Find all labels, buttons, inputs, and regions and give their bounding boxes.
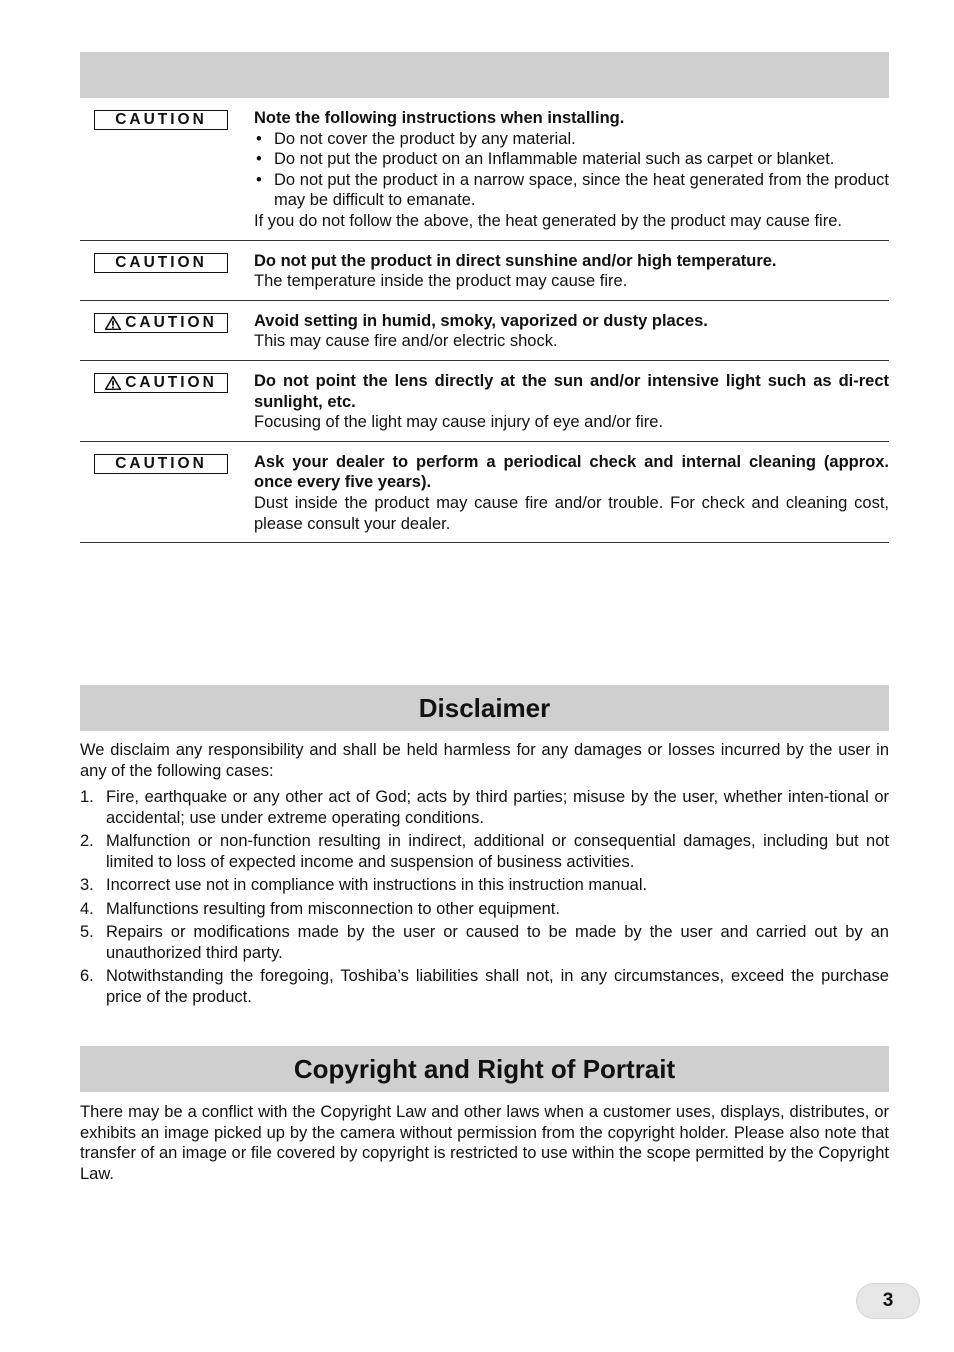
top-section-bar (80, 52, 889, 98)
disclaimer-title: Disclaimer (80, 685, 889, 731)
caution-heading: Note the following instructions when installing. (254, 109, 625, 127)
caution-row (80, 361, 889, 442)
caution-row (80, 442, 889, 543)
warning-triangle-icon (105, 316, 121, 330)
disclaimer-intro: We disclaim any responsibility and shall be held harmless for any damages or losses incurred by the user in any of the following cases: (80, 741, 889, 780)
caution-note: This may cause fire and/or electric shock. (254, 332, 558, 351)
caution-row (80, 241, 889, 301)
bullet-item: • Do not put the product on an Inflammable material such as carpet or blanket. (254, 149, 889, 170)
caution-badge: CAUTION (94, 313, 228, 333)
caution-heading: Do not put the product in direct sunshine and/or high temperature. (254, 251, 777, 270)
copyright-text: There may be a conflict with the Copyright Law and other laws when a customer uses, displays, distributes, or exhibits an image picked up by the camera without permission from the copyright holder. Please also note that transfer of an image or file covered by copyright is restricted to use within the scope permitted by the Copyright Law. (80, 1103, 889, 1183)
caution-badge: CAUTION (94, 373, 228, 393)
list-item: 4. Malfunctions resulting from misconnection to other equipment. (80, 899, 560, 918)
warning-triangle-icon (105, 376, 121, 390)
list-item: 2. Malfunction or non-function resulting in indirect, additional or consequential damages, including but not limited to loss of expected income and suspension of business activities. (80, 832, 889, 871)
caution-badge: CAUTION (94, 110, 228, 130)
caution-note: The temperature inside the product may cause fire. (254, 272, 628, 291)
caution-row (80, 301, 889, 361)
list-item: 5. Repairs or modifications made by the user or caused to be made by the user and carried out by an unauthorized third party. (80, 923, 889, 962)
caution-table (80, 98, 889, 543)
list-item: 6. Notwithstanding the foregoing, Toshiba’s liabilities shall not, in any circumstances, exceed the purchase price of the product. (80, 967, 889, 1006)
bullet-item: • Do not put the product in a narrow space, since the heat generated from the product may be difficult to emanate. (254, 170, 889, 211)
copyright-title: Copyright and Right of Portrait (80, 1046, 889, 1092)
caution-heading: Avoid setting in humid, smoky, vaporized or dusty places. (254, 311, 708, 330)
caution-heading: Do not point the lens directly at the sun and/or intensive light such as di-rect sunlight, etc. (254, 371, 889, 411)
bullet-item: • Do not cover the product by any material. (254, 129, 889, 150)
caution-badge: CAUTION (94, 253, 228, 273)
caution-row (80, 98, 889, 241)
caution-note: If you do not follow the above, the heat generated by the product may cause fire. (254, 211, 842, 230)
caution-bullet-list (254, 129, 889, 211)
caution-badge: CAUTION (94, 454, 228, 474)
caution-note: Focusing of the light may cause injury of eye and/or fire. (254, 413, 664, 432)
list-item: 1. Fire, earthquake or any other act of God; acts by third parties; misuse by the user, whether inten-tional or accidental; use under extreme operating conditions. (80, 788, 889, 827)
caution-heading: Ask your dealer to perform a periodical check and internal cleaning (approx. once every five years). (254, 452, 889, 492)
disclaimer-list (80, 787, 889, 1010)
page-number: 3 (856, 1283, 920, 1319)
caution-note: Dust inside the product may cause fire and/or trouble. For check and cleaning cost, please consult your dealer. (254, 493, 889, 533)
list-item: 3. Incorrect use not in compliance with instructions in this instruction manual. (80, 876, 648, 894)
